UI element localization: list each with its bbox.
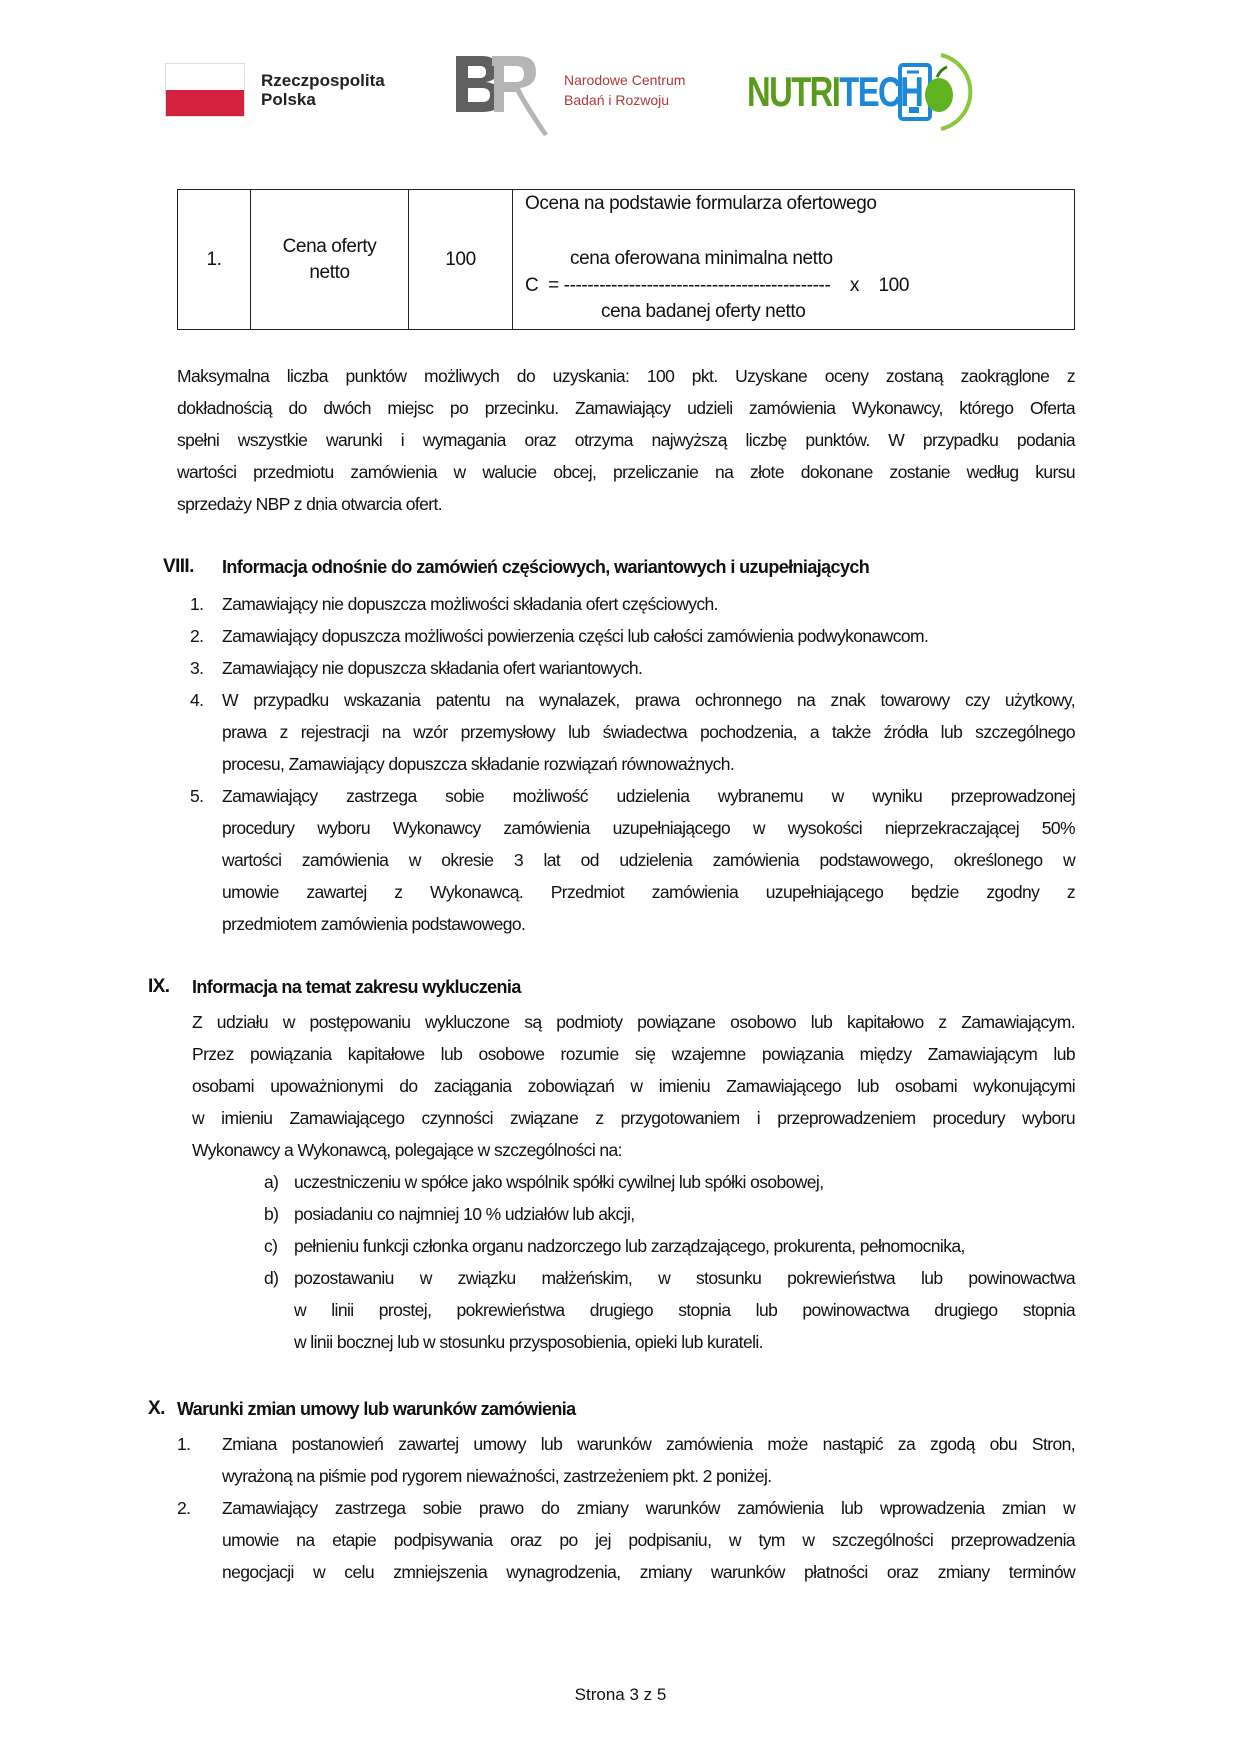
text-line: wartości przedmiotu zamówienia w walucie obcej, przeliczanie na złote dokonane zostanie według kursu (177, 462, 1075, 482)
text-line: umowie zawartej z Wykonawcą. Przedmiot zamówienia uzupełniającego będzie zgodny z (222, 882, 1075, 902)
logo-ncbr (452, 48, 692, 138)
logo-ncbr-line2: Badań i Rozwoju (564, 92, 670, 108)
criterion-line1: Cena oferty (282, 235, 377, 257)
header-logos (0, 48, 1241, 138)
text-line: Wykonawcy a Wykonawcą, polegające w szczególności na: (192, 1140, 622, 1160)
section-title: Warunki zmian umowy lub warunków zamówienia (177, 1399, 576, 1419)
text-line: w linii bocznej lub w stosunku przysposobienia, opieki lub kurateli. (294, 1332, 763, 1352)
section-title: Informacja na temat zakresu wykluczenia (192, 977, 521, 997)
section-title: Informacja odnośnie do zamówień częściowych, wariantowych i uzupełniających (222, 557, 870, 577)
logo-ncbr-line1: Narodowe Centrum (564, 72, 686, 88)
logo-rp-line1: Rzeczpospolita (261, 71, 385, 90)
text-line: pełnieniu funkcji członka organu nadzorczego lub zarządzającego, prokurenta, pełnomocnika, (294, 1236, 965, 1256)
text-line: Zmiana postanowień zawartej umowy lub warunków zamówienia może nastąpić za zgodą obu Stron, (222, 1434, 1075, 1454)
text-line: w imieniu Zamawiającego czynności związane z przygotowaniem i przeprowadzeniem procedury wyboru (192, 1108, 1075, 1128)
cell-weight: 100 (409, 190, 513, 330)
list-number: 1. (190, 594, 204, 614)
text-line: spełni wszystkie warunki i wymagania oraz otrzyma najwyższą liczbę punktów. W przypadku podania (177, 430, 1075, 450)
list-letter: c) (264, 1236, 278, 1256)
list-number: 2. (190, 626, 204, 646)
cell-criterion (251, 190, 409, 330)
polish-flag-icon (165, 63, 245, 117)
text-line: Zamawiający zastrzega sobie prawo do zmiany warunków zamówienia lub wprowadzenia zmian w (222, 1498, 1075, 1518)
cell-lp: 1. (178, 190, 251, 330)
text-line: Zamawiający nie dopuszcza składania ofert wariantowych. (222, 658, 643, 678)
evaluation-criteria-table (177, 189, 1075, 330)
text-line: Z udziału w postępowaniu wykluczone są podmioty powiązane osobowo lub kapitałowo z Zamawiającym. (192, 1012, 1075, 1032)
text-line: wyrażoną na piśmie pod rygorem nieważności, zastrzeżeniem pkt. 2 poniżej. (222, 1466, 772, 1486)
section-number: VIII. (163, 556, 194, 577)
text-line: Zamawiający nie dopuszcza możliwości składania ofert częściowych. (222, 594, 718, 614)
method-title: Ocena na podstawie formularza ofertowego (525, 193, 877, 214)
text-line: przedmiotem zamówienia podstawowego. (222, 914, 526, 934)
text-line: Maksymalna liczba punktów możliwych do uzyskania: 100 pkt. Uzyskane oceny zostaną zaokrąglone z (177, 366, 1075, 386)
list-number: 3. (190, 658, 204, 678)
text-line: Zamawiający zastrzega sobie możliwość udzielenia wybranemu w wyniku przeprowadzonej (222, 786, 1075, 806)
text-line: prawa z rejestracji na wzór przemysłowy lub świadectwa pochodzenia, a także źródła lub szczególnego (222, 722, 1075, 742)
cell-method (513, 190, 1075, 330)
list-letter: b) (264, 1204, 279, 1224)
text-line: Zamawiający dopuszcza możliwości powierzenia części lub całości zamówienia podwykonawcom. (222, 626, 929, 646)
list-number: 2. (177, 1498, 191, 1518)
logo-nutritech-part1: NUTRI (747, 68, 840, 115)
list-letter: d) (264, 1268, 279, 1288)
section-number: IX. (148, 976, 170, 997)
text-line: wartości zamówienia w okresie 3 lat od udzielenia zamówienia podstawowego, określonego w (222, 850, 1075, 870)
list-number: 1. (177, 1434, 191, 1454)
text-line: osobami upoważnionymi do zaciągania zobowiązań w imieniu Zamawiającego lub osobami wykonującymi (192, 1076, 1075, 1096)
text-line: W przypadku wskazania patentu na wynalazek, prawa ochronnego na znak towarowy czy użytkowy, (222, 690, 1075, 710)
text-line: posiadaniu co najmniej 10 % udziałów lub akcji, (294, 1204, 635, 1224)
section-ix-paragraph (192, 1006, 1075, 1166)
logo-nutritech (747, 52, 977, 132)
text-line: sprzedaży NBP z dnia otwarcia ofert. (177, 494, 443, 514)
table-row (178, 190, 1075, 330)
formula-denominator: cena badanej oferty netto (601, 301, 806, 322)
text-line: Przez powiązania kapitałowe lub osobowe rozumie się wzajemne powiązania między Zamawiającym lub (192, 1044, 1075, 1064)
ncbr-br-mark-icon (452, 48, 562, 138)
list-letter: a) (264, 1172, 279, 1192)
text-line: procedury wyboru Wykonawcy zamówienia uzupełniającego w wysokości nieprzekraczającej 50% (222, 818, 1075, 838)
section-number: X. (148, 1398, 165, 1419)
text-line: w linii prostej, pokrewieństwa drugiego stopnia lub powinowactwa drugiego stopnia (294, 1300, 1075, 1320)
scoring-paragraph (177, 360, 1075, 520)
formula-line: C = --------------------------------------------- x 100 (525, 275, 910, 296)
logo-rp-line2: Polska (261, 90, 316, 109)
text-line: dokładnością do dwóch miejsc po przecinku. Zamawiający udzieli zamówienia Wykonawcy, którego Oferta (177, 398, 1075, 418)
list-number: 5. (190, 786, 204, 806)
text-line: pozostawaniu w związku małżeńskim, w stosunku pokrewieństwa lub powinowactwa (294, 1268, 1075, 1288)
text-line: umowie na etapie podpisywania oraz po jej podpisaniu, w tym w szczególności przeprowadzenia (222, 1530, 1075, 1550)
list-number: 4. (190, 690, 204, 710)
logo-nutritech-part2: TECH (839, 68, 923, 115)
page-number-footer: Strona 3 z 5 (574, 1685, 667, 1704)
text-line: procesu, Zamawiający dopuszcza składanie rozwiązań równoważnych. (222, 754, 735, 774)
criterion-line2: netto (309, 261, 350, 283)
text-line: uczestniczeniu w spółce jako wspólnik spółki cywilnej lub spółki osobowej, (294, 1172, 824, 1192)
text-line: negocjacji w celu zmniejszenia wynagrodzenia, zmiany warunków płatności oraz zmiany terminów (222, 1562, 1075, 1582)
logo-rzeczpospolita-polska (165, 63, 385, 117)
formula-numerator: cena oferowana minimalna netto (570, 248, 833, 269)
